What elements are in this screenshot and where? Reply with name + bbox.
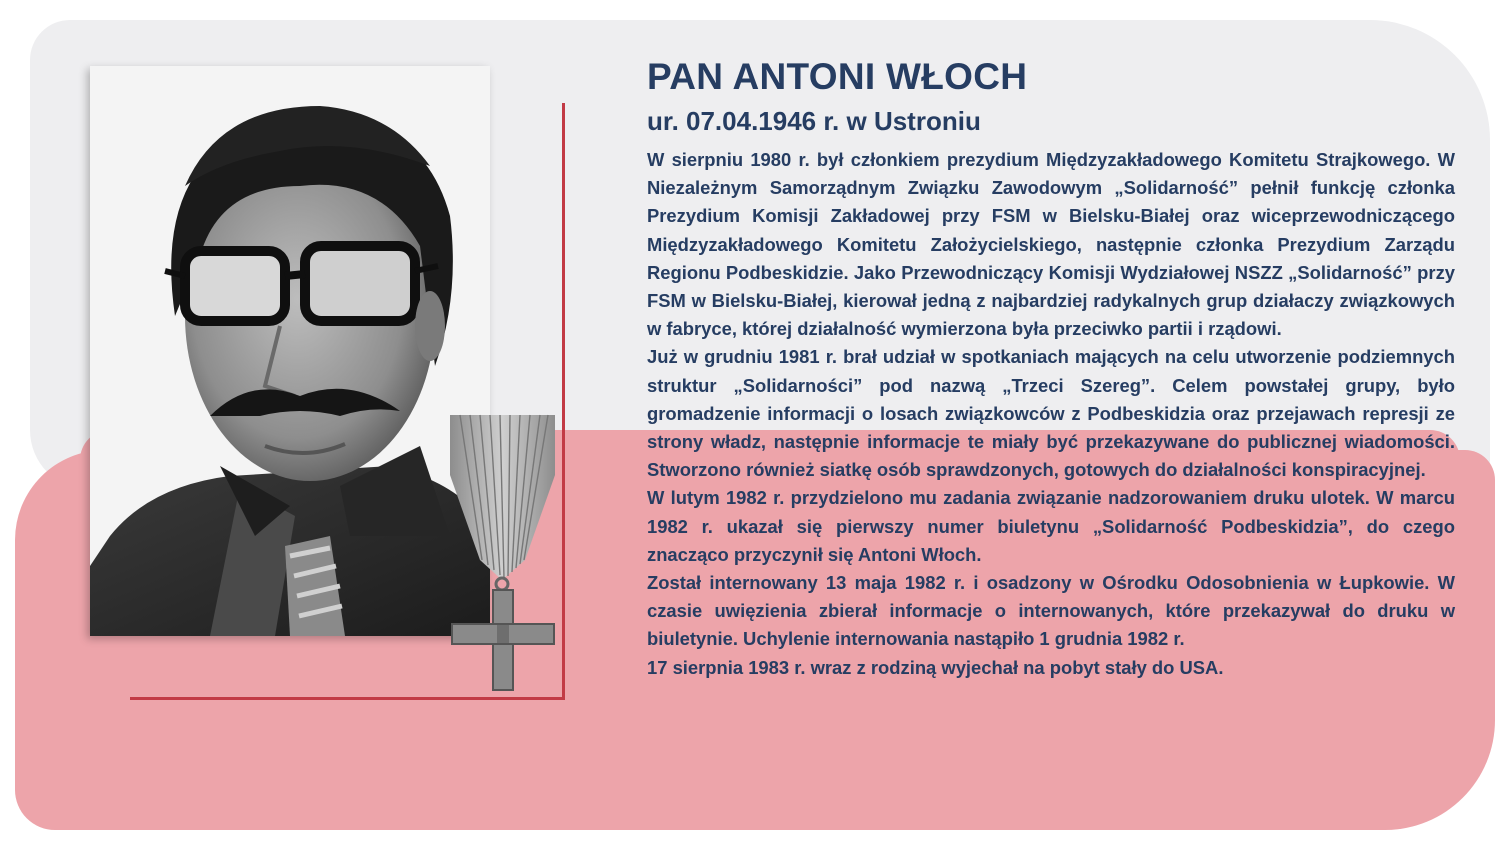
biography-paragraph: W lutym 1982 r. przydzielono mu zadania związanie nadzorowaniem druku ulotek. W marcu 1982 r. ukazał się pierwszy numer biuletynu „Solidarność Podbeskidzia”, do czego znacząco przyczynił się Antoni Włoch. [647,487,1455,565]
medal-ribbon [450,415,555,580]
biography-paragraph: Już w grudniu 1981 r. brał udział w spotkaniach mających na celu utworzenie podziemnych struktur „Solidarności” pod nazwą „Trzeci Szereg”. Celem powstałej grupy, było gromadzenie informacji o losach związkowców z Podbeskidzia oraz przejawach represji ze strony władz, następnie informacje te miały być przekazywane do publicznej wiadomości. Stworzono również siatkę osób sprawdzonych, gotowych do działalności konspiracyjnej. [647,346,1455,481]
portrait-photo [90,66,490,636]
frame-accent-vertical-line [562,103,565,700]
biography-paragraph: Został internowany 13 maja 1982 r. i osadzony w Ośrodku Odosobnienia w Łupkowie. W czasie uwięzienia zbierał informacje o internowanych, które przekazywał do druku w biuletynie. Uchylenie internowania nastąpiło 1 grudnia 1982 r. [647,572,1455,650]
page-title: PAN ANTONI WŁOCH [647,56,1028,97]
biography-paragraph: 17 sierpnia 1983 r. wraz z rodziną wyjechał na pobyt stały do USA. [647,656,1224,678]
biography-paragraph: W sierpniu 1980 r. był członkiem prezydium Międzyzakładowego Komitetu Strajkowego. W Niezależnym Samorządnym Związku Zawodowym „Solidarność” pełnił funkcję członka Prezydium Komisji Zakładowej przy FSM w Bielsku-Białej oraz wiceprzewodniczącego Międzyzakładowego Komitetu Założycielskiego, następnie członka Prezydium Zarządu Regionu Podbeskidzie. Jako Przewodniczący Komisji Wydziałowej NSZZ „Solidarność” przy FSM w Bielsku-Białej, kierował jedną z najbardziej radykalnych grup działaczy związkowych w fabryce, której działalność wymierzona była przeciwko partii i rządowi. [647,149,1455,340]
frame-accent-horizontal-line [130,697,565,700]
portrait-photo-illustration [90,66,490,636]
cross-medal-illustration [440,410,560,695]
birth-info-subtitle: ur. 07.04.1946 r. w Ustroniu [647,106,981,136]
cross-medal-icon [440,410,560,695]
biography-text [647,146,1455,682]
